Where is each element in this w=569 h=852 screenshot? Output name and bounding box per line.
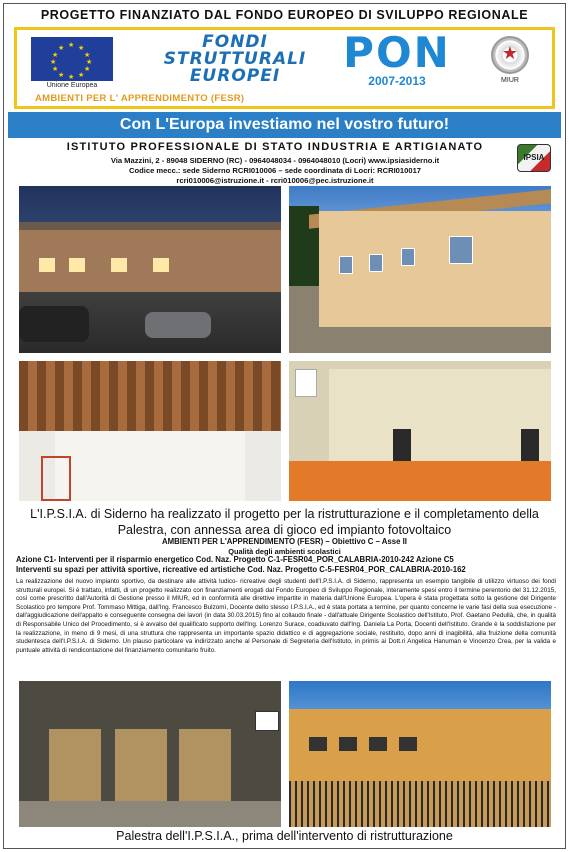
photo-gym-before-exterior	[289, 681, 551, 827]
project-actions	[16, 555, 556, 575]
italian-republic-emblem-icon: ★	[491, 36, 529, 74]
action-line-2: Interventi su spazi per attività sportive, ricreative ed artistiche Cod. Naz. Progetto C-5-FESR04_POR_CALABRIA-2010-162	[16, 565, 466, 574]
school-logo-icon: IPSIA	[517, 144, 551, 172]
miur-label: MIUR	[501, 77, 519, 84]
school-codes: Codice mecc.: sede Siderno RCRI010006 – sede coordinata di Locri: RCRI010017	[128, 166, 422, 175]
main-caption: L'I.P.S.I.A. di Siderno ha realizzato il progetto per la ristrutturazione e il completamento della Palestra, con annessa area di gioco ed impianto fotovoltaico	[30, 507, 539, 537]
bottom-caption: Palestra dell'I.P.S.I.A., prima dell'intervento di ristrutturazione	[116, 829, 453, 843]
school-address: Via Mazzini, 2 - 89048 SIDERNO (RC) - 0964048034 - 0964048010 (Locri) www.ipsiasiderno.it	[110, 156, 440, 165]
photo-gym-exterior-day	[289, 186, 551, 353]
fondi-line-3: EUROPEI	[189, 66, 281, 86]
eu-flag-icon: ★ ★ ★ ★ ★ ★ ★ ★ ★ ★ ★ ★	[31, 37, 113, 81]
fondi-strutturali-logo	[135, 34, 335, 85]
school-name: ISTITUTO PROFESSIONALE DI STATO INDUSTRIA E ARTIGIANATO	[66, 141, 484, 153]
funding-banner	[14, 27, 555, 109]
fesr-label: AMBIENTI PER L' APPRENDIMENTO (FESR)	[35, 93, 245, 104]
fondi-line-2: STRUTTURALI	[163, 49, 307, 69]
school-emails: rcri010006@istruzione.it - rcri010006@pec.istruzione.it	[176, 176, 374, 185]
photo-gym-interior	[289, 361, 551, 501]
photo-gym-ceiling	[19, 361, 281, 501]
slogan-bar: Con L'Europa investiamo nel vostro futuro!	[8, 112, 561, 138]
eu-label: Unione Europea	[46, 82, 98, 89]
photo-gym-before-interior	[19, 681, 281, 827]
body-paragraph: La realizzazione del nuovo impianto sportivo, da destinare alle attività ludico- ricreative degli studenti dell'I.P.S.I.A. di Siderno, rappresenta un esempio tangibile di utilizzo virtuoso dei fondi strutturali europei. Si è trattato, infatti, di un progetto realizzato con finanziamenti erogati dal Fondo Europeo di Sviluppo Regionale, interamente spesi entro il termine perentorio del 31.12.2015, così come prescritto dall'Autorità di Gestione presso il MIUR, ed in conformità alle direttive impartite in materia dall'Unione Europea. L'opera è stata progettata sotto la gestione del Dirigente Scolastico pro tempore Prof. Tommaso Mittiga, dall'Ing. Francesco Bulzomì, Docente dello stesso I.P.S.I.A., ed è stata portata a termine, per quanto concerne le varie fasi della sua esecuzione - dall'aggiudicazione dell'appalto e conseguente consegna dei lavori (in data 30.03.2015) fino al collaudo finale - dall'attuale Dirigente Scolastico dell'Istituto, Prof. Gaetano Pedullà, che, in qualità di Responsabile Unico del Procedimento, si è avvalso del qualificato supporto dell'Ing. Lorenzo Surace, coadiuvato dall'Ing. Daniela La Porta, Docenti dell'Istituto. Grande è la soddisfazione per la realizzazione, in meno di 9 mesi, di una struttura che rappresenta un importante spazio didattico e di aggregazione sociale, restituito, dopo anni di inagibilità, alla fruizione della comunità studentesca dell'I.P.S.I.A. di Siderno. Un plauso particolare va indirizzato anche al Personale di Segreteria dell'Istituto, in primis ai Dott.ri Angelica Hanuman e Vincenzo Crea, per la valida e puntuale attività di rendicontazione del finanziamento comunitario fruito.	[16, 578, 556, 654]
fondi-line-1: FONDI	[202, 32, 268, 52]
photo-gym-exterior-night	[19, 186, 281, 353]
pon-years: 2007-2013	[368, 74, 426, 88]
program-subheading: AMBIENTI PER L'APPRENDIMENTO (FESR) – Obiettivo C – Asse II	[162, 537, 407, 546]
pon-logo: PON	[343, 28, 451, 77]
action-line-1: Azione C1- Interventi per il risparmio energetico Cod. Naz. Progetto C-1-FESR04_POR_CALABRIA-2010-242 Azione C5	[16, 555, 454, 564]
page-title: PROGETTO FINANZIATO DAL FONDO EUROPEO DI SVILUPPO REGIONALE	[40, 8, 529, 22]
quality-heading: Qualità degli ambienti scolastici	[228, 547, 341, 556]
